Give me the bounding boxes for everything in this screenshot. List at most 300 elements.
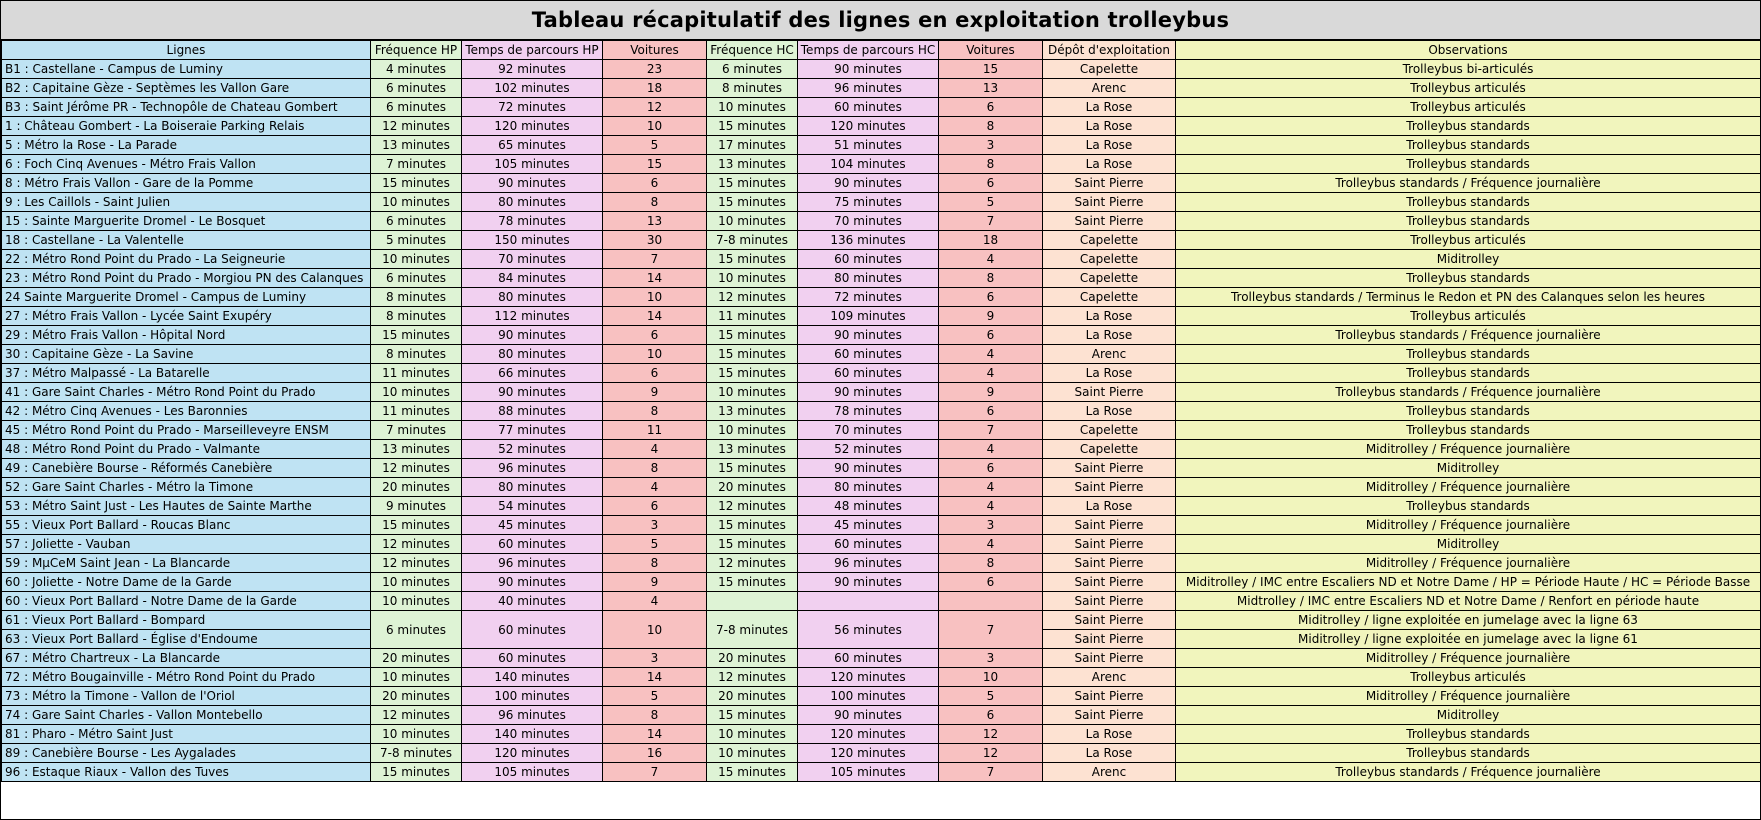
cell-depot: La Rose — [1043, 725, 1176, 744]
cell-voitures-hc: 3 — [939, 649, 1043, 668]
cell-temps-hc: 70 minutes — [798, 212, 939, 231]
cell-observations: Trolleybus standards / Fréquence journalière — [1176, 763, 1761, 782]
table-row — [2, 611, 1761, 630]
cell-frequence-hp: 12 minutes — [371, 117, 462, 136]
cell-observations: Trolleybus articulés — [1176, 668, 1761, 687]
cell-ligne: 30 : Capitaine Gèze - La Savine — [2, 345, 371, 364]
cell-frequence-hc: 15 minutes — [707, 573, 798, 592]
cell-voitures-hp: 13 — [603, 212, 707, 231]
cell-frequence-hc: 10 minutes — [707, 421, 798, 440]
cell-ligne: 49 : Canebière Bourse - Réformés Canebière — [2, 459, 371, 478]
cell-voitures-hp: 12 — [603, 98, 707, 117]
cell-temps-hp: 112 minutes — [462, 307, 603, 326]
cell-frequence-hc: 12 minutes — [707, 668, 798, 687]
cell-frequence-hc — [707, 592, 798, 611]
cell-temps-hc: 136 minutes — [798, 231, 939, 250]
header-voitures-hp: Voitures — [603, 41, 707, 60]
cell-voitures-hp: 6 — [603, 497, 707, 516]
header-depot: Dépôt d'exploitation — [1043, 41, 1176, 60]
cell-voitures-hc: 9 — [939, 307, 1043, 326]
table-row — [2, 288, 1761, 307]
cell-depot: Saint Pierre — [1043, 649, 1176, 668]
cell-depot: Saint Pierre — [1043, 478, 1176, 497]
cell-voitures-hc: 5 — [939, 193, 1043, 212]
cell-temps-hc: 56 minutes — [798, 611, 939, 649]
cell-observations: Miditrolley / Fréquence journalière — [1176, 516, 1761, 535]
cell-depot: Capelette — [1043, 288, 1176, 307]
cell-ligne: 63 : Vieux Port Ballard - Église d'Endoume — [2, 630, 371, 649]
cell-voitures-hp: 16 — [603, 744, 707, 763]
cell-frequence-hp: 20 minutes — [371, 478, 462, 497]
cell-temps-hp: 60 minutes — [462, 611, 603, 649]
cell-frequence-hp: 6 minutes — [371, 611, 462, 649]
cell-frequence-hc: 15 minutes — [707, 345, 798, 364]
cell-voitures-hp: 8 — [603, 402, 707, 421]
table-row — [2, 440, 1761, 459]
cell-voitures-hc: 7 — [939, 421, 1043, 440]
cell-ligne: 42 : Métro Cinq Avenues - Les Baronnies — [2, 402, 371, 421]
cell-voitures-hp: 10 — [603, 117, 707, 136]
cell-voitures-hp: 5 — [603, 136, 707, 155]
cell-voitures-hp: 8 — [603, 706, 707, 725]
cell-temps-hc: 104 minutes — [798, 155, 939, 174]
cell-voitures-hp: 30 — [603, 231, 707, 250]
cell-depot: Saint Pierre — [1043, 573, 1176, 592]
cell-observations: Trolleybus standards — [1176, 155, 1761, 174]
table-row — [2, 592, 1761, 611]
cell-depot: Arenc — [1043, 763, 1176, 782]
table-row — [2, 402, 1761, 421]
cell-observations: Trolleybus standards — [1176, 402, 1761, 421]
cell-observations: Trolleybus standards — [1176, 725, 1761, 744]
header-observations: Observations — [1176, 41, 1761, 60]
cell-frequence-hc: 20 minutes — [707, 478, 798, 497]
cell-frequence-hc: 15 minutes — [707, 250, 798, 269]
cell-frequence-hp: 10 minutes — [371, 725, 462, 744]
cell-frequence-hc: 15 minutes — [707, 364, 798, 383]
cell-voitures-hp: 6 — [603, 326, 707, 345]
cell-ligne: 37 : Métro Malpassé - La Batarelle — [2, 364, 371, 383]
cell-ligne: 72 : Métro Bougainville - Métro Rond Point du Prado — [2, 668, 371, 687]
cell-temps-hp: 70 minutes — [462, 250, 603, 269]
table-row — [2, 193, 1761, 212]
cell-ligne: 9 : Les Caillols - Saint Julien — [2, 193, 371, 212]
table-row — [2, 60, 1761, 79]
cell-temps-hc: 60 minutes — [798, 98, 939, 117]
cell-depot: La Rose — [1043, 497, 1176, 516]
cell-frequence-hc: 6 minutes — [707, 60, 798, 79]
cell-depot: La Rose — [1043, 402, 1176, 421]
cell-ligne: 73 : Métro la Timone - Vallon de l'Oriol — [2, 687, 371, 706]
cell-ligne: 27 : Métro Frais Vallon - Lycée Saint Exupéry — [2, 307, 371, 326]
cell-voitures-hc: 6 — [939, 402, 1043, 421]
cell-frequence-hc: 12 minutes — [707, 288, 798, 307]
cell-temps-hc: 45 minutes — [798, 516, 939, 535]
cell-frequence-hp: 5 minutes — [371, 231, 462, 250]
cell-frequence-hc: 12 minutes — [707, 497, 798, 516]
cell-observations: Trolleybus standards — [1176, 136, 1761, 155]
cell-voitures-hp: 5 — [603, 687, 707, 706]
cell-frequence-hc: 10 minutes — [707, 98, 798, 117]
cell-voitures-hc — [939, 592, 1043, 611]
cell-voitures-hc: 8 — [939, 269, 1043, 288]
cell-ligne: 15 : Sainte Marguerite Dromel - Le Bosquet — [2, 212, 371, 231]
cell-frequence-hc: 17 minutes — [707, 136, 798, 155]
cell-ligne: 6 : Foch Cinq Avenues - Métro Frais Vallon — [2, 155, 371, 174]
cell-temps-hc: 60 minutes — [798, 364, 939, 383]
cell-temps-hp: 80 minutes — [462, 478, 603, 497]
cell-ligne: 60 : Joliette - Notre Dame de la Garde — [2, 573, 371, 592]
cell-temps-hp: 92 minutes — [462, 60, 603, 79]
cell-frequence-hp: 11 minutes — [371, 402, 462, 421]
cell-frequence-hc: 10 minutes — [707, 269, 798, 288]
cell-frequence-hp: 12 minutes — [371, 535, 462, 554]
cell-temps-hp: 100 minutes — [462, 687, 603, 706]
cell-voitures-hc: 6 — [939, 573, 1043, 592]
cell-voitures-hc: 4 — [939, 535, 1043, 554]
cell-frequence-hc: 13 minutes — [707, 440, 798, 459]
cell-frequence-hc: 15 minutes — [707, 117, 798, 136]
cell-ligne: 59 : MµCeM Saint Jean - La Blancarde — [2, 554, 371, 573]
cell-frequence-hc: 10 minutes — [707, 212, 798, 231]
cell-frequence-hc: 15 minutes — [707, 326, 798, 345]
header-temps-parcours-hc: Temps de parcours HC — [798, 41, 939, 60]
cell-ligne: 18 : Castellane - La Valentelle — [2, 231, 371, 250]
cell-temps-hp: 90 minutes — [462, 326, 603, 345]
cell-observations: Trolleybus standards / Fréquence journalière — [1176, 174, 1761, 193]
cell-frequence-hc: 8 minutes — [707, 79, 798, 98]
cell-observations: Miditrolley / ligne exploitée en jumelage avec la ligne 63 — [1176, 611, 1761, 630]
cell-temps-hp: 105 minutes — [462, 155, 603, 174]
cell-temps-hc: 70 minutes — [798, 421, 939, 440]
cell-depot: Saint Pierre — [1043, 535, 1176, 554]
cell-ligne: 74 : Gare Saint Charles - Vallon Montebello — [2, 706, 371, 725]
table-row — [2, 383, 1761, 402]
cell-depot: Capelette — [1043, 440, 1176, 459]
cell-temps-hc: 96 minutes — [798, 554, 939, 573]
cell-voitures-hc: 4 — [939, 364, 1043, 383]
cell-observations: Trolleybus standards — [1176, 345, 1761, 364]
cell-voitures-hc: 8 — [939, 155, 1043, 174]
cell-temps-hc: 96 minutes — [798, 79, 939, 98]
cell-ligne: 22 : Métro Rond Point du Prado - La Seigneurie — [2, 250, 371, 269]
cell-frequence-hp: 12 minutes — [371, 459, 462, 478]
table-row — [2, 535, 1761, 554]
cell-observations: Trolleybus standards — [1176, 193, 1761, 212]
cell-observations: Miditrolley / Fréquence journalière — [1176, 649, 1761, 668]
cell-depot: Saint Pierre — [1043, 212, 1176, 231]
cell-frequence-hc: 20 minutes — [707, 649, 798, 668]
cell-frequence-hp: 12 minutes — [371, 706, 462, 725]
cell-temps-hc: 90 minutes — [798, 174, 939, 193]
cell-ligne: 57 : Joliette - Vauban — [2, 535, 371, 554]
cell-voitures-hc: 6 — [939, 288, 1043, 307]
cell-voitures-hp: 9 — [603, 573, 707, 592]
cell-temps-hp: 96 minutes — [462, 459, 603, 478]
cell-observations: Miditrolley / Fréquence journalière — [1176, 478, 1761, 497]
cell-temps-hc: 105 minutes — [798, 763, 939, 782]
cell-voitures-hc: 12 — [939, 725, 1043, 744]
cell-temps-hp: 80 minutes — [462, 345, 603, 364]
cell-frequence-hp: 15 minutes — [371, 516, 462, 535]
header-temps-parcours-hp: Temps de parcours HP — [462, 41, 603, 60]
cell-temps-hp: 78 minutes — [462, 212, 603, 231]
cell-frequence-hp: 6 minutes — [371, 98, 462, 117]
cell-voitures-hp: 14 — [603, 668, 707, 687]
cell-temps-hc: 90 minutes — [798, 60, 939, 79]
cell-ligne: 24 Sainte Marguerite Dromel - Campus de Luminy — [2, 288, 371, 307]
table-title: Tableau récapitulatif des lignes en exploitation trolleybus — [1, 1, 1760, 40]
cell-frequence-hc: 15 minutes — [707, 516, 798, 535]
cell-frequence-hc: 15 minutes — [707, 193, 798, 212]
cell-voitures-hp: 18 — [603, 79, 707, 98]
cell-temps-hp: 140 minutes — [462, 668, 603, 687]
cell-temps-hp: 60 minutes — [462, 649, 603, 668]
cell-ligne: 81 : Pharo - Métro Saint Just — [2, 725, 371, 744]
cell-temps-hc: 80 minutes — [798, 269, 939, 288]
cell-frequence-hc: 13 minutes — [707, 155, 798, 174]
cell-frequence-hp: 12 minutes — [371, 554, 462, 573]
cell-depot: Saint Pierre — [1043, 174, 1176, 193]
cell-voitures-hc: 4 — [939, 345, 1043, 364]
cell-ligne: 60 : Vieux Port Ballard - Notre Dame de la Garde — [2, 592, 371, 611]
cell-frequence-hp: 8 minutes — [371, 345, 462, 364]
table-row — [2, 307, 1761, 326]
table-row — [2, 136, 1761, 155]
cell-frequence-hc: 20 minutes — [707, 687, 798, 706]
cell-temps-hp: 60 minutes — [462, 535, 603, 554]
cell-depot: La Rose — [1043, 744, 1176, 763]
cell-ligne: 8 : Métro Frais Vallon - Gare de la Pomme — [2, 174, 371, 193]
cell-voitures-hp: 5 — [603, 535, 707, 554]
cell-observations: Midtrolley / IMC entre Escaliers ND et Notre Dame / Renfort en période haute — [1176, 592, 1761, 611]
cell-voitures-hc: 7 — [939, 212, 1043, 231]
table-row — [2, 763, 1761, 782]
table-row — [2, 98, 1761, 117]
cell-depot: La Rose — [1043, 117, 1176, 136]
cell-frequence-hc: 15 minutes — [707, 459, 798, 478]
cell-ligne: 53 : Métro Saint Just - Les Hautes de Sainte Marthe — [2, 497, 371, 516]
cell-frequence-hp: 13 minutes — [371, 136, 462, 155]
cell-temps-hc: 90 minutes — [798, 573, 939, 592]
cell-ligne: 89 : Canebière Bourse - Les Aygalades — [2, 744, 371, 763]
cell-ligne: 52 : Gare Saint Charles - Métro la Timone — [2, 478, 371, 497]
cell-voitures-hc: 3 — [939, 516, 1043, 535]
table-row — [2, 497, 1761, 516]
cell-voitures-hc: 4 — [939, 440, 1043, 459]
cell-temps-hc: 51 minutes — [798, 136, 939, 155]
cell-frequence-hp: 10 minutes — [371, 193, 462, 212]
table-row — [2, 250, 1761, 269]
table-row — [2, 687, 1761, 706]
cell-temps-hp: 150 minutes — [462, 231, 603, 250]
table-row — [2, 725, 1761, 744]
cell-depot: La Rose — [1043, 98, 1176, 117]
cell-voitures-hc: 7 — [939, 611, 1043, 649]
cell-voitures-hp: 8 — [603, 459, 707, 478]
table-row — [2, 155, 1761, 174]
cell-voitures-hc: 6 — [939, 326, 1043, 345]
table-row — [2, 212, 1761, 231]
cell-frequence-hc: 7-8 minutes — [707, 231, 798, 250]
cell-voitures-hc: 4 — [939, 497, 1043, 516]
cell-temps-hc: 60 minutes — [798, 649, 939, 668]
cell-observations: Trolleybus standards / Fréquence journalière — [1176, 383, 1761, 402]
cell-frequence-hp: 6 minutes — [371, 269, 462, 288]
cell-voitures-hc: 6 — [939, 98, 1043, 117]
table-row — [2, 117, 1761, 136]
cell-frequence-hp: 10 minutes — [371, 668, 462, 687]
table-row — [2, 573, 1761, 592]
cell-temps-hc: 80 minutes — [798, 478, 939, 497]
cell-temps-hp: 80 minutes — [462, 288, 603, 307]
cell-voitures-hp: 6 — [603, 174, 707, 193]
cell-depot: Capelette — [1043, 231, 1176, 250]
cell-ligne: 67 : Métro Chartreux - La Blancarde — [2, 649, 371, 668]
cell-temps-hc: 109 minutes — [798, 307, 939, 326]
cell-depot: La Rose — [1043, 364, 1176, 383]
table-row — [2, 668, 1761, 687]
cell-temps-hc: 90 minutes — [798, 326, 939, 345]
cell-frequence-hp: 7 minutes — [371, 421, 462, 440]
cell-voitures-hc: 10 — [939, 668, 1043, 687]
cell-temps-hp: 45 minutes — [462, 516, 603, 535]
cell-observations: Trolleybus standards / Fréquence journalière — [1176, 326, 1761, 345]
table-row — [2, 649, 1761, 668]
cell-voitures-hp: 4 — [603, 478, 707, 497]
table-row — [2, 231, 1761, 250]
cell-frequence-hp: 10 minutes — [371, 383, 462, 402]
cell-temps-hp: 120 minutes — [462, 744, 603, 763]
cell-depot: Saint Pierre — [1043, 459, 1176, 478]
cell-temps-hp: 65 minutes — [462, 136, 603, 155]
table-body — [2, 60, 1761, 782]
table-row — [2, 345, 1761, 364]
cell-frequence-hc: 13 minutes — [707, 402, 798, 421]
table-row — [2, 706, 1761, 725]
cell-observations: Trolleybus standards — [1176, 117, 1761, 136]
cell-temps-hc: 52 minutes — [798, 440, 939, 459]
cell-temps-hc: 90 minutes — [798, 383, 939, 402]
cell-temps-hc: 60 minutes — [798, 535, 939, 554]
cell-ligne: 5 : Métro la Rose - La Parade — [2, 136, 371, 155]
cell-voitures-hp: 3 — [603, 516, 707, 535]
table-header — [2, 41, 1761, 60]
cell-voitures-hp: 8 — [603, 193, 707, 212]
cell-frequence-hc: 11 minutes — [707, 307, 798, 326]
header-voitures-hc: Voitures — [939, 41, 1043, 60]
cell-observations: Trolleybus articulés — [1176, 98, 1761, 117]
cell-observations: Trolleybus standards / Terminus le Redon et PN des Calanques selon les heures — [1176, 288, 1761, 307]
cell-temps-hc: 120 minutes — [798, 744, 939, 763]
cell-voitures-hc: 6 — [939, 174, 1043, 193]
cell-ligne: B3 : Saint Jérôme PR - Technopôle de Chateau Gombert — [2, 98, 371, 117]
cell-depot: Saint Pierre — [1043, 554, 1176, 573]
cell-voitures-hp: 8 — [603, 554, 707, 573]
cell-observations: Trolleybus articulés — [1176, 79, 1761, 98]
cell-depot: La Rose — [1043, 155, 1176, 174]
cell-frequence-hp: 9 minutes — [371, 497, 462, 516]
cell-temps-hc — [798, 592, 939, 611]
header-lignes: Lignes — [2, 41, 371, 60]
cell-voitures-hp: 14 — [603, 725, 707, 744]
cell-frequence-hp: 10 minutes — [371, 592, 462, 611]
cell-observations: Trolleybus bi-articulés — [1176, 60, 1761, 79]
cell-temps-hp: 96 minutes — [462, 554, 603, 573]
cell-voitures-hp: 6 — [603, 364, 707, 383]
cell-temps-hp: 52 minutes — [462, 440, 603, 459]
cell-voitures-hp: 7 — [603, 763, 707, 782]
cell-frequence-hc: 10 minutes — [707, 383, 798, 402]
cell-temps-hp: 80 minutes — [462, 193, 603, 212]
cell-temps-hp: 90 minutes — [462, 174, 603, 193]
cell-voitures-hc: 3 — [939, 136, 1043, 155]
cell-voitures-hp: 10 — [603, 288, 707, 307]
cell-voitures-hc: 18 — [939, 231, 1043, 250]
cell-temps-hc: 48 minutes — [798, 497, 939, 516]
cell-observations: Trolleybus standards — [1176, 364, 1761, 383]
cell-depot: La Rose — [1043, 326, 1176, 345]
cell-temps-hp: 77 minutes — [462, 421, 603, 440]
cell-observations: Miditrolley / IMC entre Escaliers ND et Notre Dame / HP = Période Haute / HC = Période Basse — [1176, 573, 1761, 592]
cell-voitures-hc: 5 — [939, 687, 1043, 706]
cell-frequence-hp: 7-8 minutes — [371, 744, 462, 763]
cell-frequence-hp: 8 minutes — [371, 307, 462, 326]
cell-temps-hp: 66 minutes — [462, 364, 603, 383]
cell-frequence-hp: 8 minutes — [371, 288, 462, 307]
cell-ligne: 23 : Métro Rond Point du Prado - Morgiou PN des Calanques — [2, 269, 371, 288]
cell-observations: Trolleybus standards — [1176, 497, 1761, 516]
cell-observations: Miditrolley / ligne exploitée en jumelage avec la ligne 61 — [1176, 630, 1761, 649]
table-row — [2, 79, 1761, 98]
cell-depot: Saint Pierre — [1043, 687, 1176, 706]
cell-voitures-hp: 4 — [603, 592, 707, 611]
cell-voitures-hc: 12 — [939, 744, 1043, 763]
cell-observations: Miditrolley — [1176, 706, 1761, 725]
cell-frequence-hp: 4 minutes — [371, 60, 462, 79]
cell-voitures-hc: 4 — [939, 250, 1043, 269]
cell-temps-hp: 88 minutes — [462, 402, 603, 421]
cell-temps-hc: 60 minutes — [798, 345, 939, 364]
table-row — [2, 364, 1761, 383]
cell-voitures-hc: 8 — [939, 117, 1043, 136]
cell-temps-hp: 90 minutes — [462, 383, 603, 402]
table-row — [2, 478, 1761, 497]
cell-depot: Saint Pierre — [1043, 592, 1176, 611]
header-frequence-hc: Fréquence HC — [707, 41, 798, 60]
cell-frequence-hp: 20 minutes — [371, 649, 462, 668]
cell-temps-hp: 40 minutes — [462, 592, 603, 611]
cell-temps-hc: 120 minutes — [798, 725, 939, 744]
cell-temps-hp: 54 minutes — [462, 497, 603, 516]
cell-temps-hc: 120 minutes — [798, 668, 939, 687]
cell-observations: Trolleybus articulés — [1176, 231, 1761, 250]
cell-frequence-hp: 7 minutes — [371, 155, 462, 174]
cell-depot: La Rose — [1043, 136, 1176, 155]
cell-voitures-hp: 7 — [603, 250, 707, 269]
cell-temps-hc: 90 minutes — [798, 706, 939, 725]
cell-frequence-hc: 12 minutes — [707, 554, 798, 573]
cell-temps-hc: 78 minutes — [798, 402, 939, 421]
table-row — [2, 554, 1761, 573]
table-row — [2, 326, 1761, 345]
cell-temps-hp: 102 minutes — [462, 79, 603, 98]
cell-depot: Capelette — [1043, 250, 1176, 269]
cell-temps-hp: 96 minutes — [462, 706, 603, 725]
cell-voitures-hc: 8 — [939, 554, 1043, 573]
cell-temps-hp: 105 minutes — [462, 763, 603, 782]
cell-voitures-hp: 10 — [603, 611, 707, 649]
